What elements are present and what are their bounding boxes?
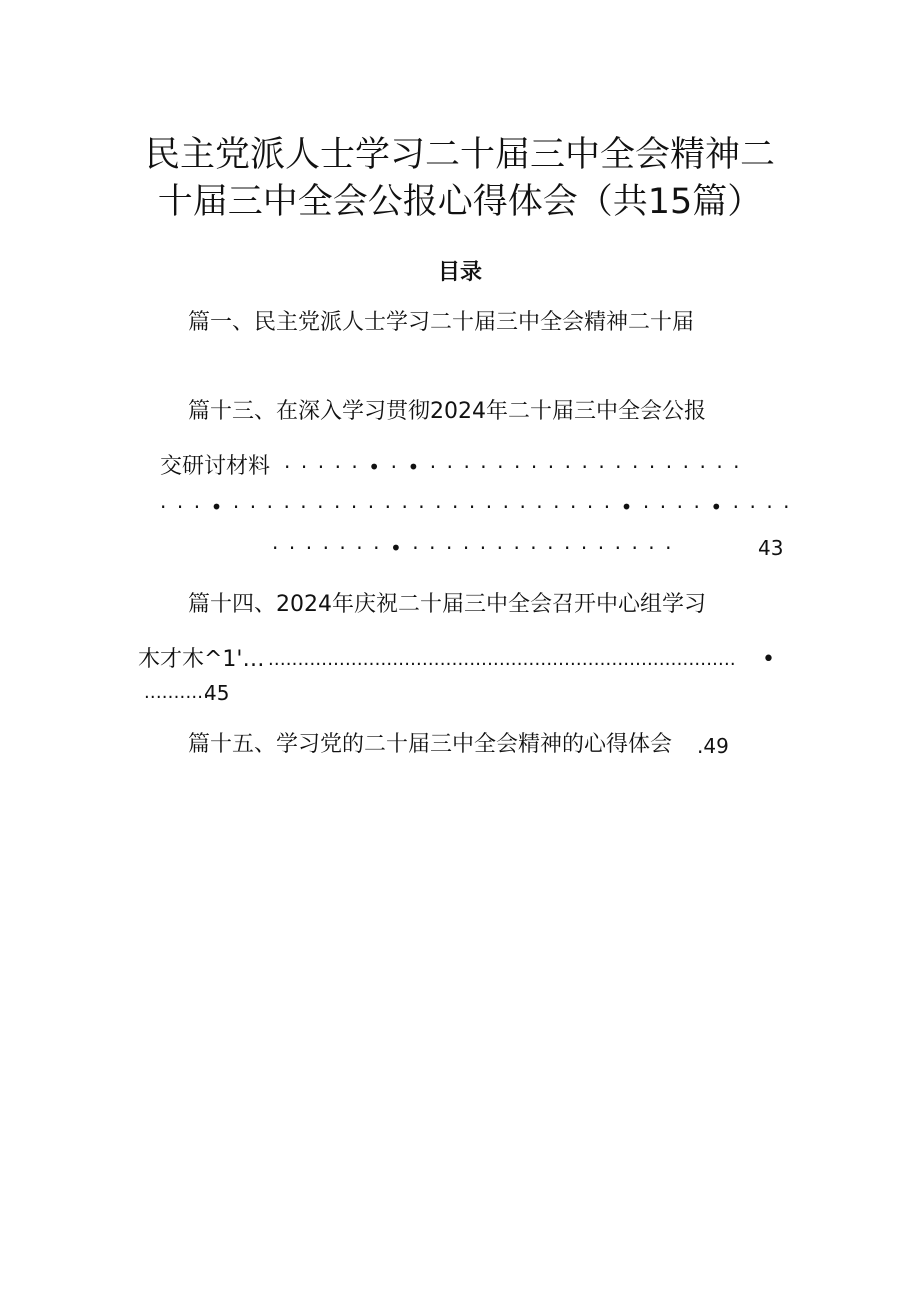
toc-entry-13-leader-row-3: ·······•················ (272, 536, 683, 560)
toc-entry-14-bullet: • (762, 647, 775, 672)
toc-entry-14[interactable]: 篇十四、2024年庆祝二十届三中全会召开中心组学习 (188, 592, 706, 617)
toc-entry-15[interactable]: 篇十五、学习党的二十届三中全会精神的心得体会 (188, 732, 673, 757)
toc-entry-13-page-number: 43 (758, 536, 784, 560)
toc-entry-13-continuation: 交研讨材料 (160, 454, 271, 479)
toc-entry-14-leader-row-1: ............................................................................... (268, 649, 736, 670)
document-title-line-1: 民主党派人士学习二十届三中全会精神二 (144, 135, 775, 175)
toc-entry-13[interactable]: 篇十三、在深入学习贯彻2024年二十届三中全会公报 (188, 399, 706, 424)
toc-heading: 目录 (437, 260, 482, 285)
toc-entry-15-page-number: .49 (697, 734, 729, 758)
document-title-line-2: 十届三中全会公报心得体会（共15篇） (157, 182, 763, 222)
toc-entry-13-leader-row-1: ·····•·•··················· (284, 455, 751, 479)
toc-entry-14-continuation: 木才木^1'… (138, 647, 265, 672)
toc-entry-14-leader-row-2: ........... (144, 682, 210, 703)
toc-entry-1[interactable]: 篇一、民主党派人士学习二十届三中全会精神二十届 (188, 310, 695, 335)
toc-entry-13-leader-row-2: ···•·······················•····•···· (160, 495, 801, 519)
toc-entry-14-page-number: 45 (204, 681, 230, 705)
